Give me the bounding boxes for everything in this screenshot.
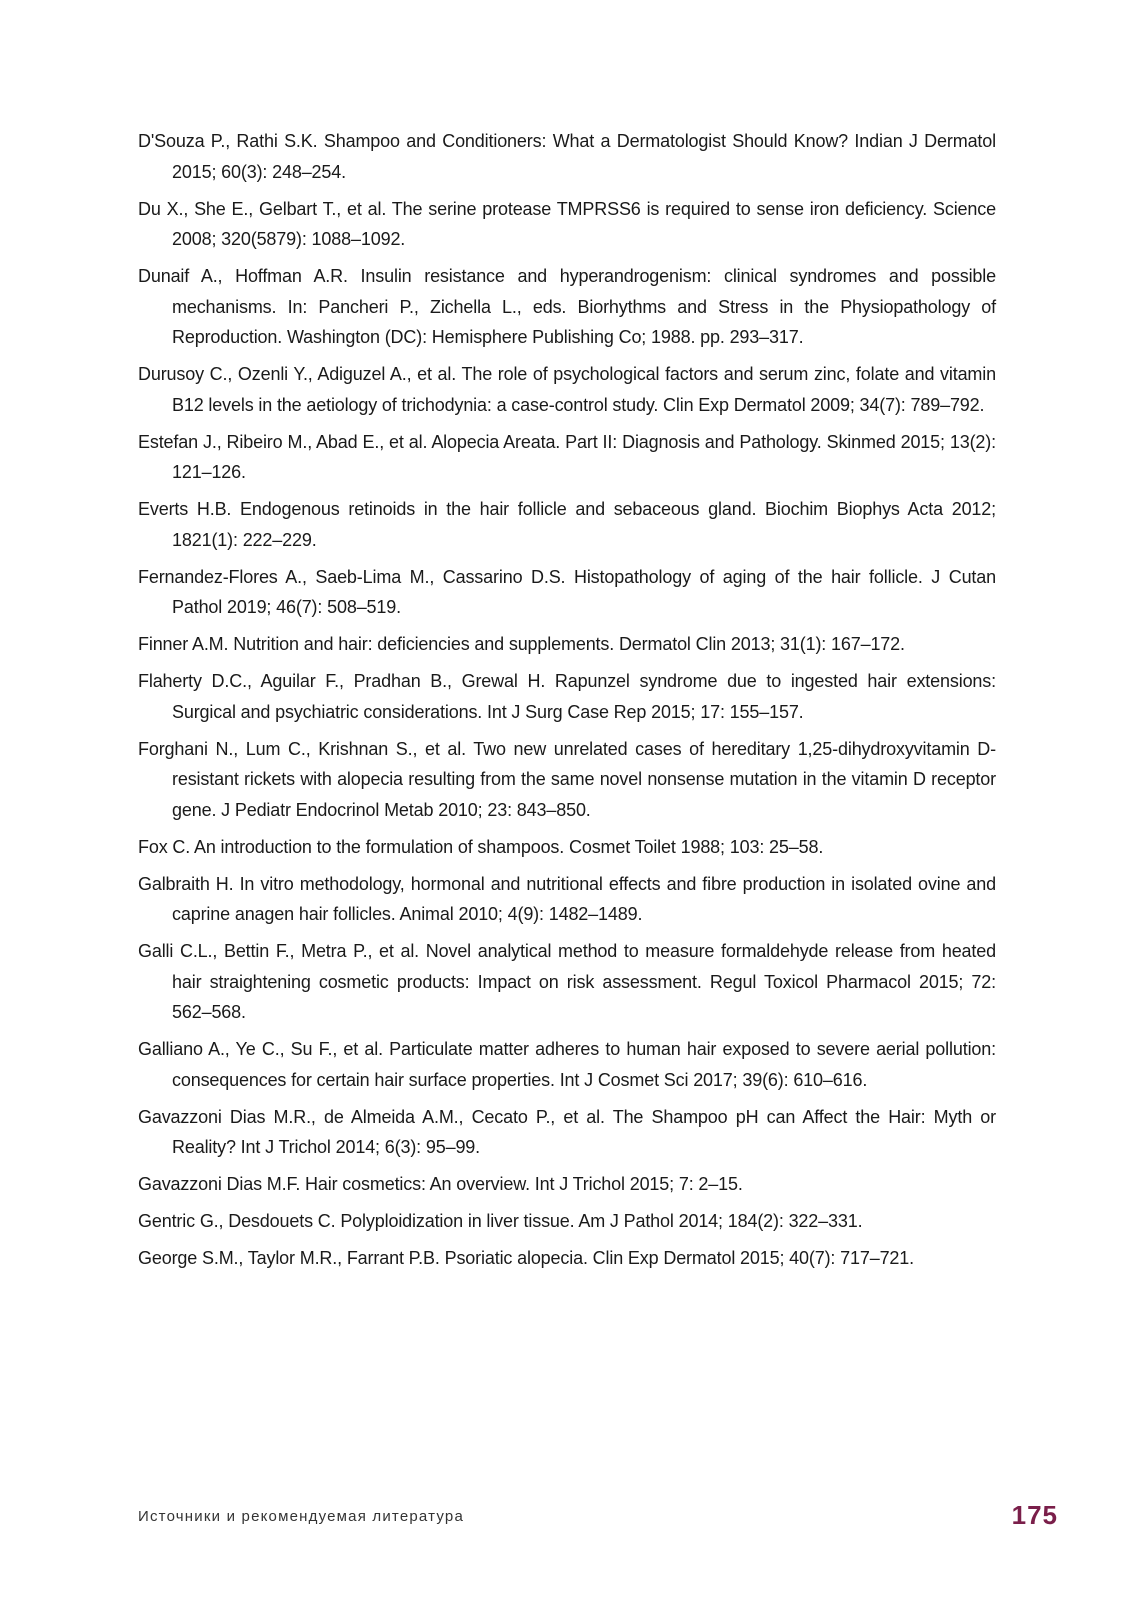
- reference-list: [138, 126, 996, 1280]
- reference-entry: Finner A.M. Nutrition and hair: deficiencies and supplements. Dermatol Clin 2013; 31(1): 167–172.: [138, 634, 905, 654]
- reference-entry: Flaherty D.C., Aguilar F., Pradhan B., Grewal H. Rapunzel syndrome due to ingested hair extensions: Surgical and psychiatric considerations. Int J Surg Case Rep 2015; 17: 155–157.: [138, 671, 996, 722]
- reference-entry: Forghani N., Lum C., Krishnan S., et al. Two new unrelated cases of hereditary 1,25-dihydroxyvitamin D-resistant rickets with alopecia resulting from the same novel nonsense mutation in the vitamin D receptor gene. J Pediatr Endocrinol Metab 2010; 23: 843–850.: [138, 738, 996, 820]
- reference-entry: Gentric G., Desdouets C. Polyploidization in liver tissue. Am J Pathol 2014; 184(2): 322–331.: [138, 1211, 863, 1231]
- footer-section-title: Источники и рекомендуемая литература: [138, 1508, 464, 1525]
- page-number: 175: [1011, 1500, 1058, 1530]
- reference-entry: Gavazzoni Dias M.F. Hair cosmetics: An overview. Int J Trichol 2015; 7: 2–15.: [138, 1174, 743, 1194]
- reference-entry: Gavazzoni Dias M.R., de Almeida A.M., Cecato P., et al. The Shampoo pH can Affect the Hair: Myth or Reality? Int J Trichol 2014; 6(3): 95–99.: [138, 1106, 996, 1157]
- reference-entry: Durusoy C., Ozenli Y., Adiguzel A., et al. The role of psychological factors and serum zinc, folate and vitamin B12 levels in the aetiology of trichodynia: a case-control study. Clin Exp Dermatol 2009; 34(7): 789–792.: [138, 364, 996, 415]
- reference-entry: Galli C.L., Bettin F., Metra P., et al. Novel analytical method to measure formaldehyde release from heated hair straightening cosmetic products: Impact on risk assessment. Regul Toxicol Pharmacol 2015; 72: 562–568.: [138, 941, 996, 1022]
- reference-entry: Everts H.B. Endogenous retinoids in the hair follicle and sebaceous gland. Biochim Biophys Acta 2012; 1821(1): 222–229.: [138, 499, 996, 550]
- reference-entry: George S.M., Taylor M.R., Farrant P.B. Psoriatic alopecia. Clin Exp Dermatol 2015; 40(7): 717–721.: [138, 1248, 915, 1268]
- reference-entry: Galliano A., Ye C., Su F., et al. Particulate matter adheres to human hair exposed to severe aerial pollution: consequences for certain hair surface properties. Int J Cosmet Sci 2017; 39(6): 610–616.: [138, 1039, 996, 1090]
- reference-entry: Du X., She E., Gelbart T., et al. The serine protease TMPRSS6 is required to sense iron deficiency. Science 2008; 320(5879): 1088–1092.: [138, 198, 996, 249]
- reference-entry: Estefan J., Ribeiro M., Abad E., et al. Alopecia Areata. Part II: Diagnosis and Pathology. Skinmed 2015; 13(2): 121–126.: [138, 431, 996, 482]
- reference-entry: Galbraith H. In vitro methodology, hormonal and nutritional effects and fibre production in isolated ovine and caprine anagen hair follicles. Animal 2010; 4(9): 1482–1489.: [138, 873, 996, 924]
- reference-entry: Fox C. An introduction to the formulation of shampoos. Cosmet Toilet 1988; 103: 25–58.: [138, 836, 824, 857]
- reference-entry: D'Souza P., Rathi S.K. Shampoo and Conditioners: What a Dermatologist Should Know? Indian J Dermatol 2015; 60(3): 248–254.: [138, 131, 996, 182]
- reference-entry: Dunaif A., Hoffman A.R. Insulin resistance and hyperandrogenism: clinical syndromes and possible mechanisms. In: Pancheri P., Zichella L., eds. Biorhythms and Stress in the Physiopathology of Reproduction. Washington (DC): Hemisphere Publishing Co; 1988. pp. 293–317.: [138, 266, 996, 347]
- reference-entry: Fernandez-Flores A., Saeb-Lima M., Cassarino D.S. Histopathology of aging of the hair follicle. J Cutan Pathol 2019; 46(7): 508–519.: [138, 566, 996, 617]
